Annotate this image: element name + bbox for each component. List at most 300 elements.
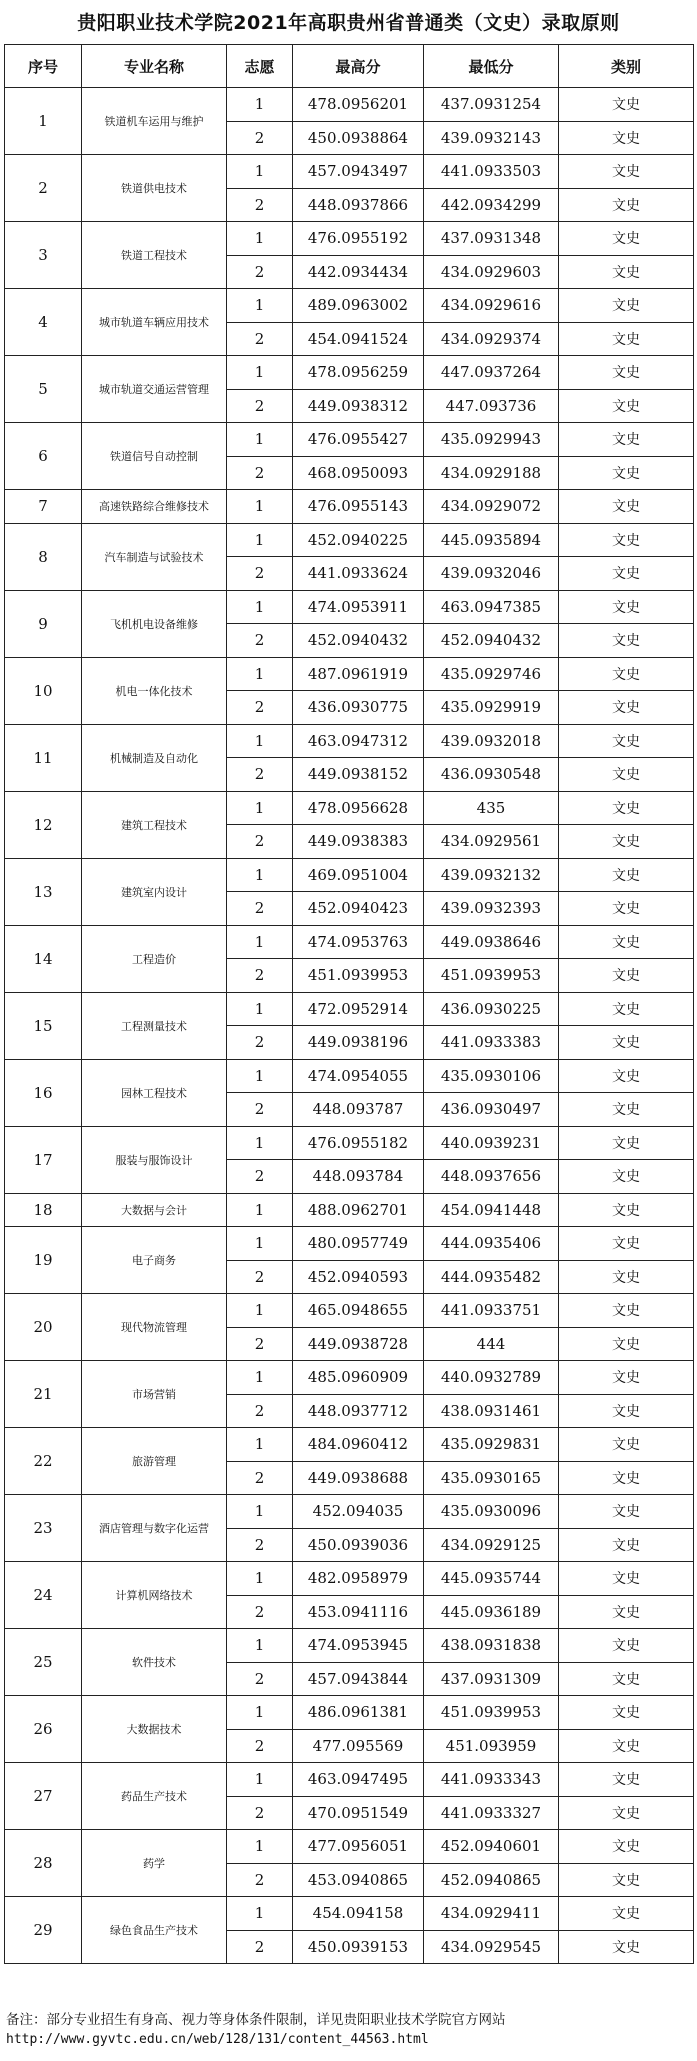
cell-choice: 2 (227, 758, 293, 792)
cell-seq: 16 (5, 1059, 82, 1126)
cell-category: 文史 (559, 892, 694, 926)
cell-choice: 2 (227, 1595, 293, 1629)
cell-major-name: 铁道工程技术 (82, 222, 227, 289)
cell-major-name: 机电一体化技术 (82, 657, 227, 724)
cell-max-score: 487.0961919 (293, 657, 424, 691)
cell-choice: 2 (227, 1394, 293, 1428)
cell-category: 文史 (559, 1059, 694, 1093)
cell-max-score: 449.0938312 (293, 389, 424, 423)
cell-major-name: 旅游管理 (82, 1428, 227, 1495)
cell-min-score: 439.0932046 (424, 557, 559, 591)
table-row (5, 1126, 694, 1160)
cell-category: 文史 (559, 1227, 694, 1261)
cell-min-score: 451.093959 (424, 1729, 559, 1763)
table-row (5, 1897, 694, 1931)
cell-choice: 1 (227, 222, 293, 256)
cell-category: 文史 (559, 1830, 694, 1864)
cell-category: 文史 (559, 858, 694, 892)
cell-min-score: 463.0947385 (424, 590, 559, 624)
cell-choice: 1 (227, 88, 293, 122)
cell-min-score: 434.0929125 (424, 1528, 559, 1562)
cell-choice: 1 (227, 289, 293, 323)
cell-max-score: 476.0955192 (293, 222, 424, 256)
table-row (5, 490, 694, 524)
cell-max-score: 452.0940593 (293, 1260, 424, 1294)
cell-major-name: 城市轨道车辆应用技术 (82, 289, 227, 356)
cell-min-score: 441.0933343 (424, 1763, 559, 1797)
cell-major-name: 高速铁路综合维修技术 (82, 490, 227, 524)
cell-category: 文史 (559, 1528, 694, 1562)
table-row (5, 222, 694, 256)
cell-min-score: 436.0930225 (424, 992, 559, 1026)
cell-choice: 1 (227, 1428, 293, 1462)
cell-seq: 19 (5, 1227, 82, 1294)
cell-min-score: 445.0935744 (424, 1562, 559, 1596)
cell-max-score: 457.0943497 (293, 155, 424, 189)
cell-choice: 2 (227, 825, 293, 859)
cell-max-score: 448.0937866 (293, 188, 424, 222)
cell-category: 文史 (559, 1629, 694, 1663)
cell-min-score: 444 (424, 1327, 559, 1361)
cell-category: 文史 (559, 1662, 694, 1696)
cell-major-name: 城市轨道交通运营管理 (82, 356, 227, 423)
cell-choice: 2 (227, 1796, 293, 1830)
cell-choice: 1 (227, 1495, 293, 1529)
cell-choice: 1 (227, 1830, 293, 1864)
table-body (5, 88, 694, 1964)
cell-category: 文史 (559, 1729, 694, 1763)
cell-min-score: 439.0932143 (424, 121, 559, 155)
cell-major-name: 酒店管理与数字化运营 (82, 1495, 227, 1562)
cell-min-score: 448.0937656 (424, 1160, 559, 1194)
table-row (5, 155, 694, 189)
cell-category: 文史 (559, 1294, 694, 1328)
cell-min-score: 434.0929374 (424, 322, 559, 356)
cell-seq: 3 (5, 222, 82, 289)
cell-min-score: 441.0933327 (424, 1796, 559, 1830)
cell-choice: 1 (227, 1294, 293, 1328)
table-row (5, 1361, 694, 1395)
cell-min-score: 447.0937264 (424, 356, 559, 390)
cell-choice: 2 (227, 1729, 293, 1763)
cell-choice: 2 (227, 1930, 293, 1964)
cell-max-score: 477.0956051 (293, 1830, 424, 1864)
cell-category: 文史 (559, 1863, 694, 1897)
cell-choice: 1 (227, 1361, 293, 1395)
cell-category: 文史 (559, 590, 694, 624)
cell-seq: 14 (5, 925, 82, 992)
cell-min-score: 435.0930096 (424, 1495, 559, 1529)
cell-seq: 29 (5, 1897, 82, 1964)
cell-seq: 1 (5, 88, 82, 155)
cell-max-score: 478.0956201 (293, 88, 424, 122)
cell-category: 文史 (559, 959, 694, 993)
cell-major-name: 现代物流管理 (82, 1294, 227, 1361)
cell-min-score: 434.0929188 (424, 456, 559, 490)
cell-max-score: 474.0953763 (293, 925, 424, 959)
cell-choice: 1 (227, 1763, 293, 1797)
cell-major-name: 工程测量技术 (82, 992, 227, 1059)
table-row (5, 1059, 694, 1093)
cell-min-score: 434.0929411 (424, 1897, 559, 1931)
cell-choice: 2 (227, 1863, 293, 1897)
cell-choice: 2 (227, 1528, 293, 1562)
cell-category: 文史 (559, 389, 694, 423)
cell-max-score: 465.0948655 (293, 1294, 424, 1328)
table-row (5, 1428, 694, 1462)
cell-choice: 2 (227, 1662, 293, 1696)
cell-choice: 1 (227, 1193, 293, 1227)
cell-seq: 13 (5, 858, 82, 925)
cell-category: 文史 (559, 222, 694, 256)
cell-category: 文史 (559, 825, 694, 859)
cell-category: 文史 (559, 1260, 694, 1294)
cell-max-score: 451.0939953 (293, 959, 424, 993)
cell-major-name: 药品生产技术 (82, 1763, 227, 1830)
cell-min-score: 439.0932018 (424, 724, 559, 758)
cell-category: 文史 (559, 1428, 694, 1462)
cell-max-score: 477.095569 (293, 1729, 424, 1763)
table-row (5, 523, 694, 557)
cell-major-name: 电子商务 (82, 1227, 227, 1294)
cell-min-score: 435.0930106 (424, 1059, 559, 1093)
cell-category: 文史 (559, 1696, 694, 1730)
cell-seq: 4 (5, 289, 82, 356)
cell-min-score: 435.0929746 (424, 657, 559, 691)
cell-category: 文史 (559, 657, 694, 691)
cell-choice: 1 (227, 657, 293, 691)
cell-max-score: 470.0951549 (293, 1796, 424, 1830)
cell-category: 文史 (559, 1093, 694, 1127)
cell-max-score: 442.0934434 (293, 255, 424, 289)
cell-category: 文史 (559, 1495, 694, 1529)
cell-category: 文史 (559, 155, 694, 189)
cell-choice: 1 (227, 490, 293, 524)
cell-max-score: 448.093784 (293, 1160, 424, 1194)
cell-major-name: 大数据与会计 (82, 1193, 227, 1227)
cell-category: 文史 (559, 791, 694, 825)
cell-max-score: 450.0938864 (293, 121, 424, 155)
cell-major-name: 计算机网络技术 (82, 1562, 227, 1629)
cell-min-score: 434.0929603 (424, 255, 559, 289)
cell-category: 文史 (559, 724, 694, 758)
cell-min-score: 435.0929919 (424, 691, 559, 725)
cell-major-name: 机械制造及自动化 (82, 724, 227, 791)
cell-category: 文史 (559, 356, 694, 390)
table-row (5, 1495, 694, 1529)
cell-min-score: 436.0930497 (424, 1093, 559, 1127)
cell-min-score: 441.0933503 (424, 155, 559, 189)
cell-choice: 2 (227, 1327, 293, 1361)
cell-min-score: 438.0931838 (424, 1629, 559, 1663)
header-choice: 志愿 (227, 45, 293, 88)
cell-max-score: 476.0955182 (293, 1126, 424, 1160)
cell-seq: 25 (5, 1629, 82, 1696)
cell-seq: 6 (5, 423, 82, 490)
table-row (5, 356, 694, 390)
cell-seq: 18 (5, 1193, 82, 1227)
cell-category: 文史 (559, 691, 694, 725)
cell-min-score: 449.0938646 (424, 925, 559, 959)
cell-choice: 1 (227, 1897, 293, 1931)
cell-min-score: 434.0929616 (424, 289, 559, 323)
cell-min-score: 451.0939953 (424, 1696, 559, 1730)
cell-max-score: 449.0938728 (293, 1327, 424, 1361)
cell-max-score: 449.0938688 (293, 1461, 424, 1495)
header-min-score: 最低分 (424, 45, 559, 88)
cell-choice: 2 (227, 1260, 293, 1294)
cell-category: 文史 (559, 456, 694, 490)
cell-max-score: 463.0947495 (293, 1763, 424, 1797)
cell-seq: 28 (5, 1830, 82, 1897)
cell-seq: 7 (5, 490, 82, 524)
cell-category: 文史 (559, 1897, 694, 1931)
cell-category: 文史 (559, 992, 694, 1026)
cell-choice: 1 (227, 858, 293, 892)
cell-seq: 15 (5, 992, 82, 1059)
cell-category: 文史 (559, 1763, 694, 1797)
cell-seq: 20 (5, 1294, 82, 1361)
cell-choice: 2 (227, 624, 293, 658)
cell-min-score: 435 (424, 791, 559, 825)
cell-category: 文史 (559, 1562, 694, 1596)
cell-choice: 1 (227, 791, 293, 825)
cell-category: 文史 (559, 1595, 694, 1629)
cell-seq: 24 (5, 1562, 82, 1629)
cell-max-score: 486.0961381 (293, 1696, 424, 1730)
cell-category: 文史 (559, 1160, 694, 1194)
cell-max-score: 463.0947312 (293, 724, 424, 758)
cell-choice: 2 (227, 1461, 293, 1495)
cell-major-name: 绿色食品生产技术 (82, 1897, 227, 1964)
cell-category: 文史 (559, 88, 694, 122)
cell-min-score: 444.0935482 (424, 1260, 559, 1294)
cell-min-score: 437.0931309 (424, 1662, 559, 1696)
table-row (5, 1696, 694, 1730)
cell-seq: 23 (5, 1495, 82, 1562)
cell-choice: 2 (227, 1160, 293, 1194)
cell-major-name: 铁道信号自动控制 (82, 423, 227, 490)
cell-category: 文史 (559, 1193, 694, 1227)
cell-choice: 2 (227, 557, 293, 591)
cell-choice: 1 (227, 1696, 293, 1730)
cell-major-name: 市场营销 (82, 1361, 227, 1428)
cell-max-score: 450.0939036 (293, 1528, 424, 1562)
cell-seq: 10 (5, 657, 82, 724)
cell-category: 文史 (559, 121, 694, 155)
cell-max-score: 452.094035 (293, 1495, 424, 1529)
cell-min-score: 434.0929072 (424, 490, 559, 524)
table-row (5, 590, 694, 624)
cell-max-score: 452.0940432 (293, 624, 424, 658)
table-row (5, 1629, 694, 1663)
cell-max-score: 453.0941116 (293, 1595, 424, 1629)
cell-max-score: 452.0940225 (293, 523, 424, 557)
cell-category: 文史 (559, 322, 694, 356)
cell-category: 文史 (559, 490, 694, 524)
cell-category: 文史 (559, 1361, 694, 1395)
cell-major-name: 工程造价 (82, 925, 227, 992)
cell-min-score: 445.0935894 (424, 523, 559, 557)
table-row (5, 724, 694, 758)
table-row (5, 1294, 694, 1328)
footnote-url: http://www.gyvtc.edu.cn/web/128/131/content_44563.html (6, 2032, 429, 2047)
cell-min-score: 437.0931348 (424, 222, 559, 256)
cell-choice: 2 (227, 456, 293, 490)
cell-major-name: 飞机机电设备维修 (82, 590, 227, 657)
cell-choice: 1 (227, 925, 293, 959)
table-row (5, 657, 694, 691)
cell-min-score: 441.0933383 (424, 1026, 559, 1060)
cell-choice: 1 (227, 523, 293, 557)
cell-category: 文史 (559, 1394, 694, 1428)
cell-min-score: 439.0932393 (424, 892, 559, 926)
cell-choice: 2 (227, 389, 293, 423)
cell-max-score: 480.0957749 (293, 1227, 424, 1261)
cell-min-score: 452.0940601 (424, 1830, 559, 1864)
cell-category: 文史 (559, 255, 694, 289)
cell-seq: 9 (5, 590, 82, 657)
cell-min-score: 445.0936189 (424, 1595, 559, 1629)
cell-max-score: 450.0939153 (293, 1930, 424, 1964)
cell-min-score: 435.0929831 (424, 1428, 559, 1462)
cell-max-score: 476.0955427 (293, 423, 424, 457)
cell-major-name: 建筑室内设计 (82, 858, 227, 925)
cell-max-score: 474.0954055 (293, 1059, 424, 1093)
cell-min-score: 454.0941448 (424, 1193, 559, 1227)
cell-seq: 22 (5, 1428, 82, 1495)
cell-category: 文史 (559, 188, 694, 222)
cell-min-score: 442.0934299 (424, 188, 559, 222)
cell-choice: 2 (227, 255, 293, 289)
cell-min-score: 434.0929545 (424, 1930, 559, 1964)
cell-category: 文史 (559, 523, 694, 557)
cell-choice: 1 (227, 1227, 293, 1261)
cell-min-score: 447.093736 (424, 389, 559, 423)
cell-choice: 1 (227, 1126, 293, 1160)
cell-max-score: 454.0941524 (293, 322, 424, 356)
table-row (5, 1227, 694, 1261)
header-category: 类别 (559, 45, 694, 88)
cell-major-name: 园林工程技术 (82, 1059, 227, 1126)
cell-choice: 2 (227, 1026, 293, 1060)
cell-category: 文史 (559, 925, 694, 959)
cell-category: 文史 (559, 1126, 694, 1160)
header-max-score: 最高分 (293, 45, 424, 88)
cell-category: 文史 (559, 423, 694, 457)
cell-min-score: 452.0940865 (424, 1863, 559, 1897)
table-row (5, 88, 694, 122)
cell-max-score: 474.0953911 (293, 590, 424, 624)
cell-choice: 2 (227, 1093, 293, 1127)
cell-choice: 1 (227, 356, 293, 390)
cell-major-name: 铁道机车运用与维护 (82, 88, 227, 155)
table-row (5, 289, 694, 323)
cell-min-score: 439.0932132 (424, 858, 559, 892)
cell-max-score: 441.0933624 (293, 557, 424, 591)
cell-min-score: 452.0940432 (424, 624, 559, 658)
cell-max-score: 489.0963002 (293, 289, 424, 323)
cell-min-score: 434.0929561 (424, 825, 559, 859)
cell-min-score: 435.0929943 (424, 423, 559, 457)
cell-max-score: 453.0940865 (293, 1863, 424, 1897)
cell-min-score: 451.0939953 (424, 959, 559, 993)
cell-choice: 2 (227, 322, 293, 356)
cell-max-score: 478.0956259 (293, 356, 424, 390)
cell-choice: 1 (227, 1629, 293, 1663)
cell-choice: 1 (227, 724, 293, 758)
cell-max-score: 485.0960909 (293, 1361, 424, 1395)
cell-max-score: 472.0952914 (293, 992, 424, 1026)
cell-category: 文史 (559, 1026, 694, 1060)
cell-max-score: 454.094158 (293, 1897, 424, 1931)
cell-min-score: 441.0933751 (424, 1294, 559, 1328)
cell-choice: 2 (227, 892, 293, 926)
cell-max-score: 457.0943844 (293, 1662, 424, 1696)
cell-major-name: 软件技术 (82, 1629, 227, 1696)
cell-major-name: 服装与服饰设计 (82, 1126, 227, 1193)
table-row (5, 423, 694, 457)
cell-category: 文史 (559, 1930, 694, 1964)
cell-max-score: 484.0960412 (293, 1428, 424, 1462)
cell-seq: 8 (5, 523, 82, 590)
cell-choice: 1 (227, 155, 293, 189)
cell-choice: 1 (227, 590, 293, 624)
header-seq: 序号 (5, 45, 82, 88)
cell-choice: 2 (227, 188, 293, 222)
table-row (5, 992, 694, 1026)
cell-min-score: 436.0930548 (424, 758, 559, 792)
table-row (5, 925, 694, 959)
cell-max-score: 474.0953945 (293, 1629, 424, 1663)
cell-seq: 5 (5, 356, 82, 423)
page-title: 贵阳职业技术学院2021年高职贵州省普通类（文史）录取原则 (77, 12, 620, 34)
cell-seq: 11 (5, 724, 82, 791)
cell-category: 文史 (559, 624, 694, 658)
cell-max-score: 449.0938383 (293, 825, 424, 859)
cell-choice: 2 (227, 959, 293, 993)
cell-category: 文史 (559, 557, 694, 591)
footnote (6, 2010, 506, 2050)
cell-major-name: 建筑工程技术 (82, 791, 227, 858)
cell-min-score: 437.0931254 (424, 88, 559, 122)
cell-min-score: 440.0932789 (424, 1361, 559, 1395)
table-header-row (5, 45, 694, 88)
cell-max-score: 469.0951004 (293, 858, 424, 892)
cell-category: 文史 (559, 1461, 694, 1495)
cell-choice: 1 (227, 1059, 293, 1093)
cell-seq: 12 (5, 791, 82, 858)
cell-category: 文史 (559, 1327, 694, 1361)
cell-max-score: 478.0956628 (293, 791, 424, 825)
cell-choice: 1 (227, 1562, 293, 1596)
header-major: 专业名称 (82, 45, 227, 88)
cell-seq: 27 (5, 1763, 82, 1830)
cell-max-score: 449.0938196 (293, 1026, 424, 1060)
cell-max-score: 449.0938152 (293, 758, 424, 792)
cell-category: 文史 (559, 289, 694, 323)
cell-seq: 26 (5, 1696, 82, 1763)
table-row (5, 1193, 694, 1227)
cell-max-score: 448.093787 (293, 1093, 424, 1127)
cell-seq: 2 (5, 155, 82, 222)
cell-major-name: 汽车制造与试验技术 (82, 523, 227, 590)
cell-seq: 17 (5, 1126, 82, 1193)
admission-table (4, 44, 694, 1964)
table-row (5, 1763, 694, 1797)
cell-major-name: 大数据技术 (82, 1696, 227, 1763)
cell-major-name: 药学 (82, 1830, 227, 1897)
